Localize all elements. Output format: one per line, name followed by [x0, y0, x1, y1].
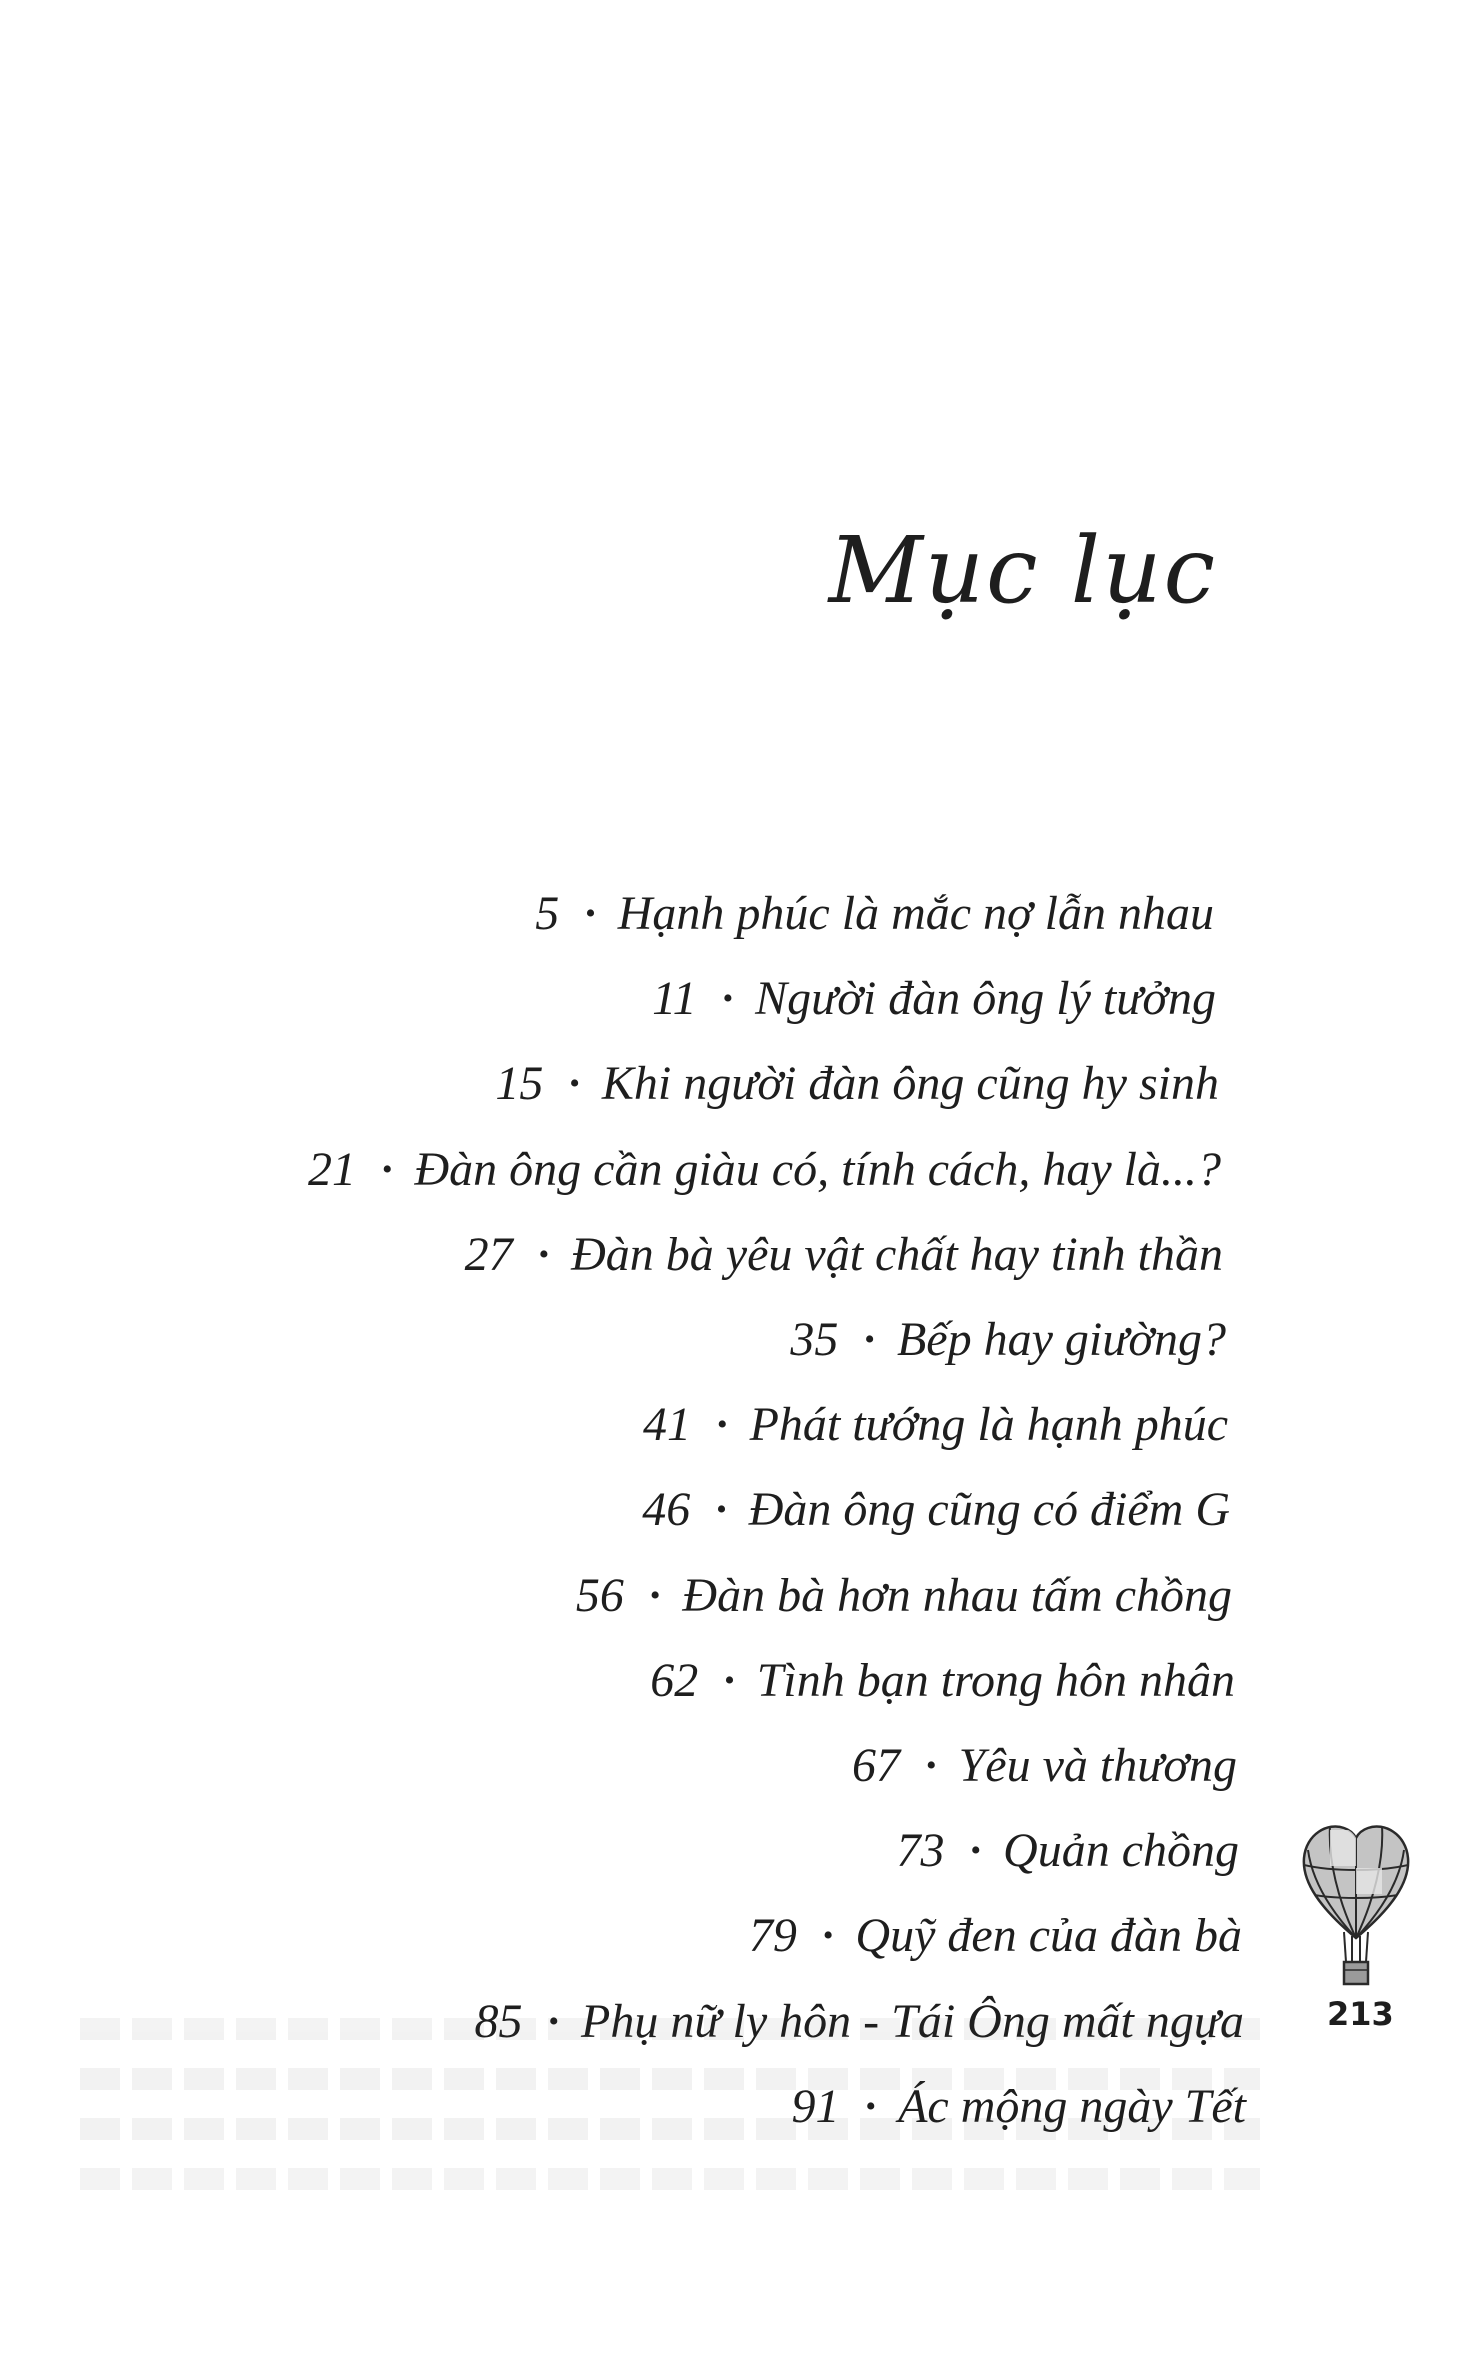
toc-title: Khi người đàn ông cũng hy sinh [601, 1057, 1219, 1110]
toc-page-number: 21 [307, 1143, 356, 1196]
toc-entry [474, 1995, 1244, 2048]
toc-entry [643, 1398, 1228, 1451]
toc-bullet: • [717, 1407, 728, 1441]
toc-title: Tình bạn trong hôn nhân [756, 1654, 1235, 1707]
toc-entry [464, 1228, 1223, 1281]
toc-page-number: 79 [748, 1909, 797, 1962]
toc-bullet: • [864, 1322, 875, 1356]
toc-page-number: 11 [652, 972, 697, 1025]
toc-bullet: • [585, 896, 596, 930]
toc-entry [650, 1654, 1235, 1707]
toc-bullet: • [865, 2089, 877, 2123]
toc-entry [852, 1739, 1237, 1792]
toc-bullet: • [569, 1066, 580, 1100]
toc-title: Phát tướng là hạnh phúc [749, 1398, 1228, 1451]
toc-entry [896, 1824, 1239, 1877]
toc-title: Yêu và thương [958, 1739, 1237, 1792]
toc-title: Quản chồng [1003, 1824, 1239, 1877]
toc-entry [307, 1143, 1221, 1196]
toc-bullet: • [926, 1748, 937, 1782]
toc-title: Phụ nữ ly hôn - Tái Ông mất ngựa [581, 1995, 1244, 2048]
toc-page-number: 73 [896, 1824, 945, 1877]
page-number: 213 [1327, 1995, 1394, 2033]
toc-title: Bếp hay giường? [896, 1313, 1226, 1366]
toc-page-number: 5 [535, 887, 560, 940]
toc-bullet: • [716, 1492, 727, 1526]
toc-page-number: 27 [464, 1228, 513, 1281]
toc-bullet: • [649, 1578, 661, 1612]
toc-bullet: • [548, 2004, 559, 2038]
toc-page-number: 56 [575, 1569, 624, 1622]
hot-air-balloon-icon [1300, 1820, 1412, 1990]
toc-page-number: 46 [642, 1483, 691, 1536]
page-title: Mục lục [828, 517, 1217, 624]
toc-page-number: 15 [495, 1057, 544, 1110]
toc-bullet: • [722, 981, 734, 1015]
toc-title: Đàn ông cần giàu có, tính cách, hay là...? [414, 1143, 1221, 1196]
toc-entry [791, 2080, 1246, 2133]
toc-page-number: 67 [852, 1739, 901, 1792]
toc-entry [642, 1483, 1230, 1536]
toc-page-number: 85 [474, 1995, 523, 2048]
toc-page-number: 62 [650, 1654, 699, 1707]
toc-entry [575, 1569, 1232, 1622]
toc-entry [790, 1313, 1226, 1366]
toc-title: Đàn bà yêu vật chất hay tinh thần [571, 1228, 1223, 1281]
toc-bullet: • [381, 1152, 393, 1186]
toc-title: Ác mộng ngày Tết [898, 2080, 1246, 2133]
toc-bullet: • [538, 1237, 550, 1271]
toc-bullet: • [822, 1918, 834, 1952]
toc-title: Người đàn ông lý tưởng [755, 972, 1216, 1025]
toc-title: Đàn bà hơn nhau tấm chồng [682, 1569, 1232, 1622]
toc-entry [495, 1057, 1219, 1110]
toc-page-number: 35 [790, 1313, 839, 1366]
toc-bullet: • [970, 1833, 982, 1867]
toc-page-number: 91 [791, 2080, 840, 2133]
toc-title: Quỹ đen của đàn bà [855, 1909, 1242, 1962]
toc-title: Hạnh phúc là mắc nợ lẫn nhau [617, 887, 1214, 940]
toc-page-number: 41 [643, 1398, 692, 1451]
toc-entry [535, 887, 1214, 940]
toc-title: Đàn ông cũng có điểm G [748, 1483, 1230, 1536]
toc-entry [748, 1909, 1242, 1962]
toc-entry [652, 972, 1216, 1025]
toc-bullet: • [724, 1663, 735, 1697]
